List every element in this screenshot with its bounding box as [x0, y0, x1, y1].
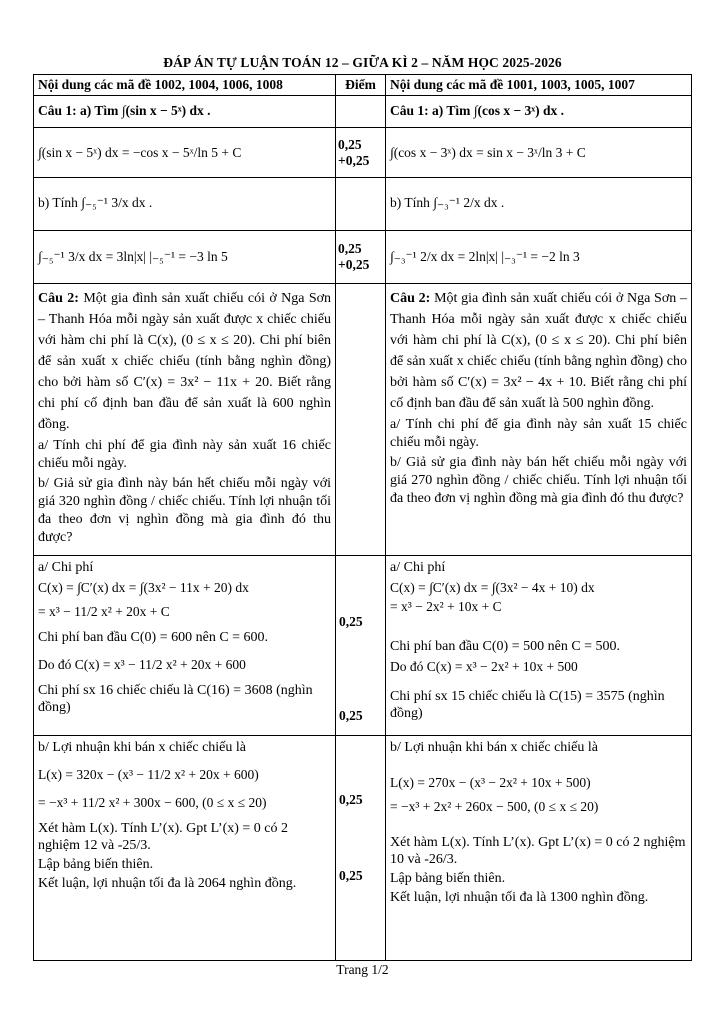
- q2b-answer-right: [386, 736, 692, 961]
- q1b-answer-left: [34, 231, 336, 284]
- q1a-answer-right-formula: ∫(cos x − 3ˣ) dx = sin x − 3ˣ/ln 3 + C: [390, 144, 586, 160]
- header-left: Nội dung các mã đề 1002, 1004, 1006, 1008: [34, 75, 336, 96]
- q1b-score-2: +0,25: [338, 257, 370, 273]
- q1a-left-text: Câu 1: a) Tìm ∫(sin x − 5ˣ) dx .: [38, 102, 211, 118]
- q1b-left-text: b) Tính ∫₋₅⁻¹ 3/x dx .: [38, 195, 153, 211]
- q2-row: [34, 284, 692, 556]
- q1b-answer-right-formula: ∫₋₃⁻¹ 2/x dx = 2ln|x| |₋₃⁻¹ = −2 ln 3: [390, 249, 580, 265]
- header-row: [34, 75, 692, 96]
- q1b-right: [386, 178, 692, 231]
- q2b-right-l4: Xét hàm L(x). Tính L’(x). Gpt L’(x) = 0 có 2 nghiệm 10 và -26/3.: [390, 835, 686, 868]
- q2a-score-1: 0,25: [339, 614, 363, 630]
- q1a-score-1: 0,25: [338, 136, 362, 152]
- answer-table: [33, 74, 692, 961]
- q2b-score: [336, 736, 386, 961]
- q2a-right-l3: = x³ − 2x² + 10x + C: [390, 599, 502, 615]
- q2a-left-l4: Chi phí ban đầu C(0) = 600 nên C = 600.: [38, 630, 269, 646]
- q2b-right-l1: b/ Lợi nhuận khi bán x chiếc chiếu là: [390, 740, 599, 756]
- q2-left: [34, 284, 336, 556]
- q2b-right-l2: L(x) = 270x − (x³ − 2x² + 10x + 500): [390, 774, 591, 790]
- q2a-left-l2: C(x) = ∫C′(x) dx = ∫(3x² − 11x + 20) dx: [38, 579, 249, 595]
- q1b-answer-right: [386, 231, 692, 284]
- q1a-score: [336, 128, 386, 178]
- q1a-score-2: +0,25: [338, 152, 370, 168]
- q2b-score-1: 0,25: [339, 792, 363, 808]
- header-score: Điểm: [336, 75, 386, 96]
- q2b-left-l3: = −x³ + 11/2 x² + 300x − 600, (0 ≤ x ≤ 20): [38, 795, 267, 811]
- q1a-right: [386, 96, 692, 128]
- q2b-right-l5: Lập bảng biến thiên.: [390, 870, 506, 886]
- q2b-left-l2: L(x) = 320x − (x³ − 11/2 x² + 20x + 600): [38, 766, 259, 782]
- header-right: Nội dung các mã đề 1001, 1003, 1005, 1007: [386, 75, 692, 96]
- q2b-left-l4: Xét hàm L(x). Tính L’(x). Gpt L’(x) = 0 có 2 nghiệm 12 và -25/3.: [38, 821, 288, 854]
- q2a-answer-left: [34, 556, 336, 736]
- page-title: ĐÁP ÁN TỰ LUẬN TOÁN 12 – GIỮA KÌ 2 – NĂM HỌC 2025-2026: [163, 55, 562, 70]
- q2-right: [386, 284, 692, 556]
- q2a-left-l1: a/ Chi phí: [38, 560, 94, 576]
- q2-left-body: Một gia đình sản xuất chiếu cói ở Nga Sơn – Thanh Hóa mỗi ngày sản xuất được x chiếc chiếu với hàm chi phí là C(x), (0 ≤ x ≤ 20). Chi phí biên để sản xuất x chiếc chiếu (tính bằng nghìn đồng) cho bởi hàm số C′(x) = 3x² − 11x + 20. Biết rằng chi phí cố định ban đầu để sản xuất là 600 nghìn đồng.: [38, 291, 332, 433]
- q1b-answer-row: [34, 231, 692, 284]
- q2-right-label: Câu 2:: [390, 291, 431, 307]
- q2-left-p1: [38, 288, 331, 435]
- q2a-right-l6: Chi phí sx 15 chiếc chiếu là C(15) = 3575 (nghìn đồng): [390, 689, 665, 722]
- q1a-answer-left-formula: ∫(sin x − 5ˣ) dx = −cos x − 5ˣ/ln 5 + C: [38, 144, 242, 160]
- q2b-left-l6: Kết luận, lợi nhuận tối đa là 2064 nghìn đồng.: [38, 875, 297, 891]
- q1b-score: [336, 231, 386, 284]
- q2a-left-l5: Do đó C(x) = x³ − 11/2 x² + 20x + 600: [38, 657, 246, 673]
- q1a-right-text: Câu 1: a) Tìm ∫(cos x − 3ˣ) dx .: [390, 102, 565, 118]
- q1b-right-text: b) Tính ∫₋₃⁻¹ 2/x dx .: [390, 195, 505, 211]
- q2a-left-l3: = x³ − 11/2 x² + 20x + C: [38, 604, 170, 620]
- q2b-answer-left: [34, 736, 336, 961]
- q2a-answer-row: [34, 556, 692, 736]
- q1a-row: [34, 96, 692, 128]
- q2a-answer-right: [386, 556, 692, 736]
- q2-right-body: Một gia đình sản xuất chiếu cói ở Nga Sơn – Thanh Hóa mỗi ngày sản xuất được x chiếc chiếu với hàm chi phí là C(x), (0 ≤ x ≤ 20). Chi phí biên để sản xuất x chiếc chiếu (tính bằng nghìn đồng) cho bởi hàm số C′(x) = 3x² − 4x + 10. Biết rằng chi phí cố định ban đầu để sản xuất là 500 nghìn đồng.: [390, 291, 687, 412]
- q2a-right-l4: Chi phí ban đầu C(0) = 500 nên C = 500.: [390, 639, 621, 655]
- q1a-left: [34, 96, 336, 128]
- q2-right-p1: [390, 288, 687, 414]
- q2a-right-l2: C(x) = ∫C′(x) dx = ∫(3x² − 4x + 10) dx: [390, 579, 595, 595]
- q2b-score-2: 0,25: [339, 868, 363, 884]
- q2b-left-l5: Lập bảng biến thiên.: [38, 856, 154, 872]
- q2b-left-l1: b/ Lợi nhuận khi bán x chiếc chiếu là: [38, 740, 247, 756]
- q1b-row: [34, 178, 692, 231]
- q2-right-p3: b/ Giả sử gia đình này bán hết chiếu mỗi ngày với giá 270 nghìn đồng / chiếc chiếu. Tính lợi nhuận tối đa theo đơn vị nghìn đồng mà gia đình đó thu được?: [390, 455, 687, 507]
- q2a-left-l6: Chi phí sx 16 chiếc chiếu là C(16) = 3608 (nghìn đồng): [38, 683, 313, 716]
- q2a-right-l1: a/ Chi phí: [390, 560, 446, 576]
- q2b-right-l6: Kết luận, lợi nhuận tối đa là 1300 nghìn đồng.: [390, 889, 649, 905]
- q2-left-label: Câu 2:: [38, 291, 79, 307]
- q2a-right-l5: Do đó C(x) = x³ − 2x² + 10x + 500: [390, 659, 578, 675]
- q2a-score: [336, 556, 386, 736]
- q1b-left: [34, 178, 336, 231]
- q2b-right-l3: = −x³ + 2x² + 260x − 500, (0 ≤ x ≤ 20): [390, 799, 599, 815]
- q2-left-p3: b/ Giả sử gia đình này bán hết chiếu mỗi ngày với giá 320 nghìn đồng / chiếc chiếu. Tính lợi nhuận tối đa theo đơn vị nghìn đồng mà gia đình đó thu được?: [38, 476, 331, 546]
- q1b-score-1: 0,25: [338, 241, 362, 256]
- q2-left-p2: a/ Tính chi phí để gia đình này sản xuất 16 chiếc chiếu mỗi ngày.: [38, 438, 331, 472]
- q2b-answer-row: [34, 736, 692, 961]
- page-footer: Trang 1/2: [336, 962, 389, 977]
- q1a-answer-left: [34, 128, 336, 178]
- q2-right-p2: a/ Tính chi phí để gia đình này sản xuất 15 chiếc chiếu mỗi ngày.: [390, 417, 687, 451]
- q1a-answer-row: [34, 128, 692, 178]
- q1b-answer-left-formula: ∫₋₅⁻¹ 3/x dx = 3ln|x| |₋₅⁻¹ = −3 ln 5: [38, 249, 228, 265]
- q1a-answer-right: [386, 128, 692, 178]
- q2a-score-2: 0,25: [339, 708, 363, 724]
